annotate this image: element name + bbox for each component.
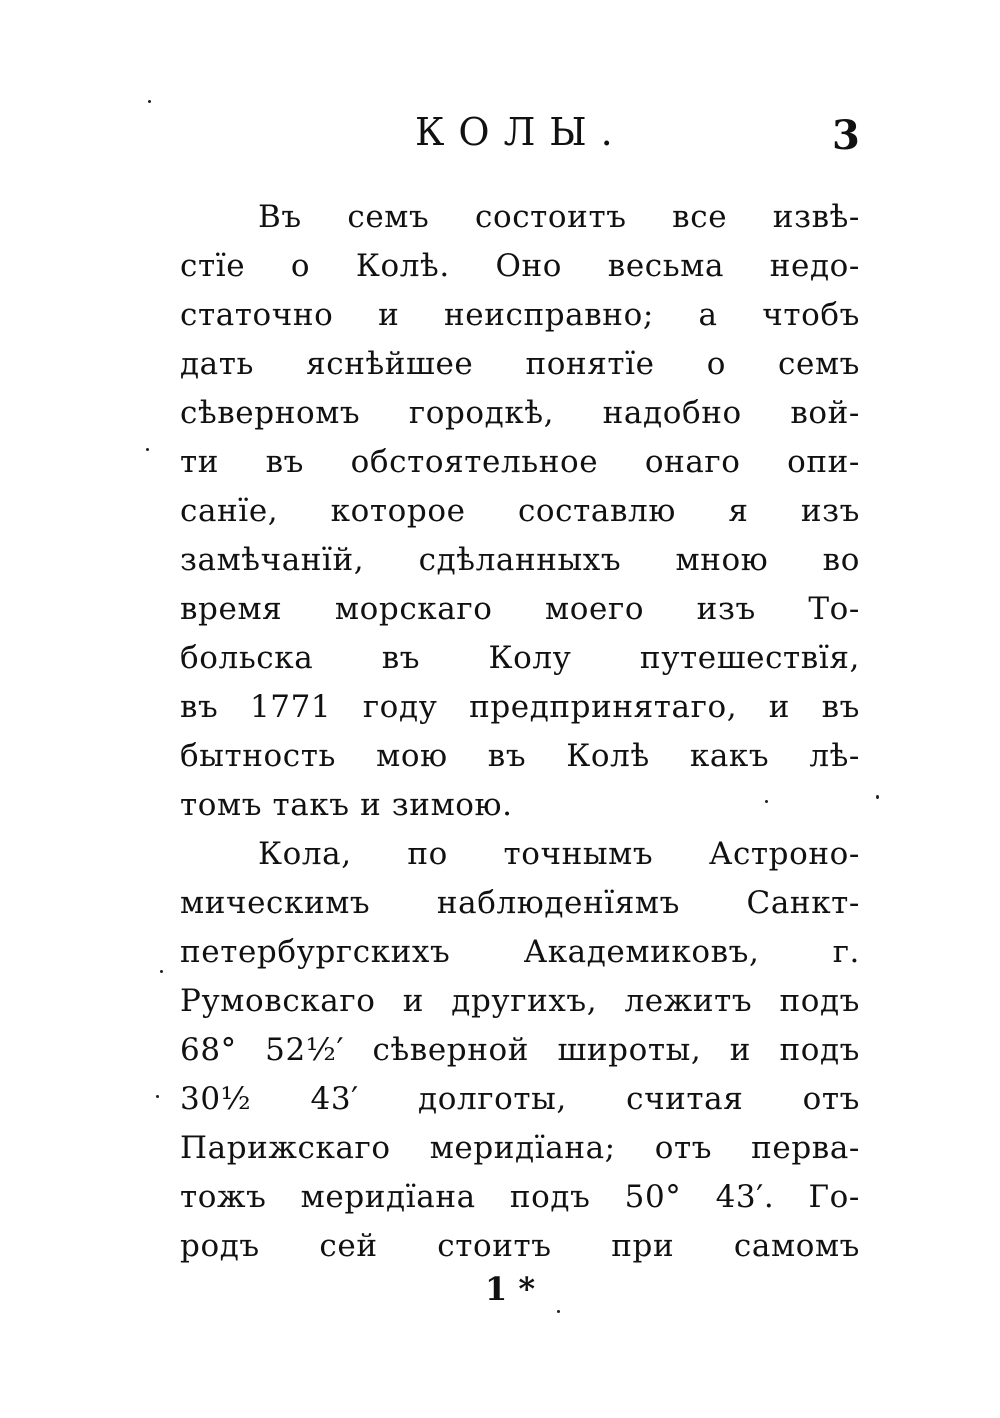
- print-speck: [876, 795, 879, 799]
- text-line: санїе, которое составлю я изъ: [180, 493, 860, 529]
- text-line: 30½ 43′ долготы, считая отъ: [180, 1081, 860, 1117]
- text-line: въ 1771 году предпринятаго, и въ: [180, 689, 860, 725]
- print-speck: [146, 448, 149, 451]
- print-speck: [557, 1310, 560, 1313]
- text-line: мическимъ наблюденїямъ Санкт-: [180, 885, 860, 921]
- page-number: 3: [832, 112, 860, 159]
- signature-mark: 1 *: [485, 1270, 536, 1308]
- text-line: больска въ Колу путешествїя,: [180, 640, 860, 676]
- text-line: Кола, по точнымъ Астроно-: [258, 836, 860, 872]
- text-line: ти въ обстоятельное онаго опи-: [180, 444, 860, 480]
- text-line: томъ такъ и зимою.: [180, 787, 513, 823]
- print-speck: [156, 1095, 159, 1098]
- text-line: бытность мою въ Колѣ какъ лѣ-: [180, 738, 860, 774]
- text-line: замѣчанїй, сдѣланныхъ мною во: [180, 542, 860, 578]
- running-head: [0, 104, 1000, 164]
- text-line: дать яснѣйшее понятїе о семъ: [180, 346, 860, 382]
- text-line: статочно и неисправно; а чтобъ: [180, 297, 860, 333]
- text-line: родъ сей стоитъ при самомъ: [180, 1228, 860, 1264]
- text-line: тожъ меридїана подъ 50° 43′. Го-: [180, 1179, 860, 1215]
- text-line: петербургскихъ Академиковъ, г.: [180, 934, 860, 970]
- page-header-title: КОЛЫ.: [415, 110, 627, 154]
- print-speck: [148, 100, 151, 103]
- text-line: Въ семъ состоитъ все извѣ-: [258, 199, 860, 235]
- text-line: сѣверномъ городкѣ, надобно вой-: [180, 395, 860, 431]
- text-line: Парижскаго меридїана; отъ перва-: [180, 1130, 860, 1166]
- text-line: Румовскаго и другихъ, лежитъ подъ: [180, 983, 860, 1019]
- text-line: 68° 52½′ сѣверной широты, и подъ: [180, 1032, 860, 1068]
- body-text: [180, 193, 860, 1271]
- text-line: время морскаго моего изъ То-: [180, 591, 860, 627]
- print-speck: [160, 970, 163, 973]
- print-speck: [765, 800, 768, 803]
- text-line: стїе о Колѣ. Оно весьма недо-: [180, 248, 860, 284]
